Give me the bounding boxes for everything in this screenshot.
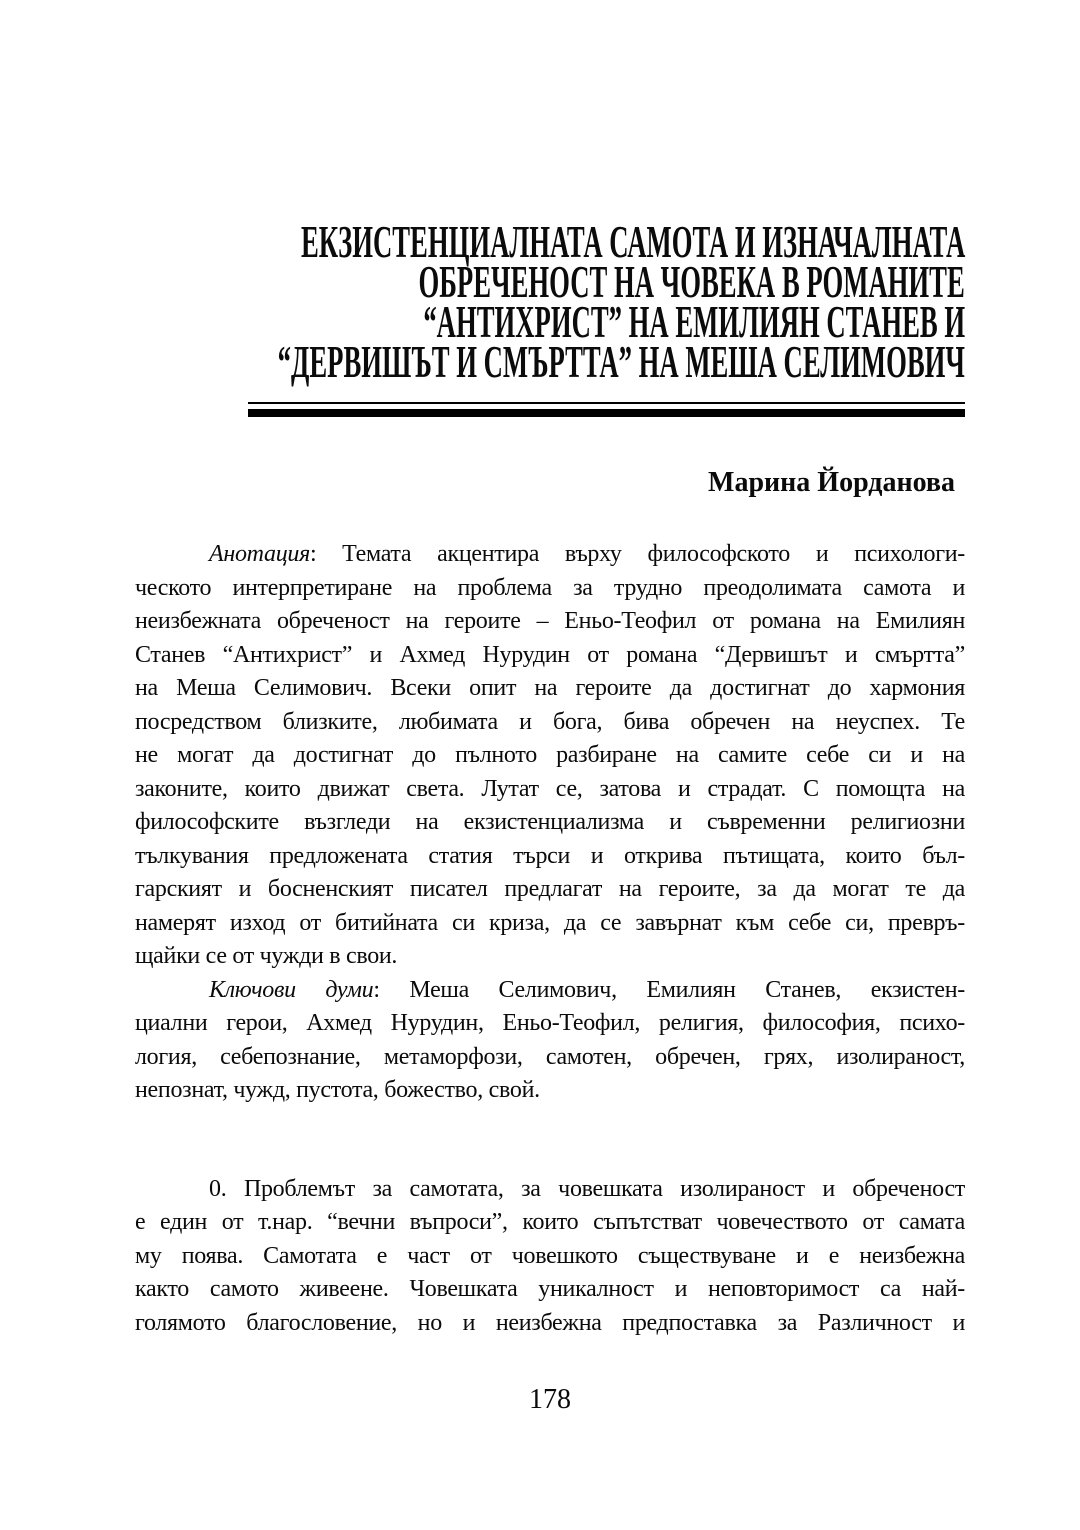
abstract-line: неизбежната обреченост на героите – Еньо-Теофил от романа на Емилиян <box>135 608 965 634</box>
abstract-label: Анотация <box>209 541 310 567</box>
title-rule-thick-line <box>248 409 965 417</box>
body-line: както самото живеене. Човешката уникалност и неповторимост са най- <box>135 1276 965 1302</box>
keywords-line: непознат, чужд, пустота, божество, свой. <box>135 1077 540 1103</box>
article-title <box>135 216 965 387</box>
abstract-line: на Меша Селимович. Всеки опит на героите да достигнат до хармония <box>135 675 965 701</box>
abstract-line: щайки се от чужди в свои. <box>135 943 398 969</box>
author-name: Марина Йорданова <box>708 467 955 498</box>
keywords-line-text: : Меша Селимович, Емилиян Станев, екзистен- <box>373 976 965 1003</box>
title-rule-thin-line <box>248 402 965 404</box>
title-line-text: ОБРЕЧЕНОСТ НА ЧОВЕКА В РОМАНИТЕ <box>418 256 965 307</box>
page-container <box>135 0 965 1417</box>
title-rule <box>248 402 965 417</box>
body-line: е един от т.нар. “вечни въпроси”, които съпътстват човечеството от самата <box>135 1209 965 1235</box>
title-line-text: “ДЕРВИШЪТ И СМЪРТТА” НА МЕША СЕЛИМОВИЧ <box>277 336 965 387</box>
title-line-text: ЕКЗИСТЕНЦИАЛНАТА САМОТА И ИЗНАЧАЛНАТА <box>300 216 965 267</box>
abstract-line: не могат да достигнат до пълното разбиране на самите себе си и на <box>135 742 965 768</box>
body-paragraph <box>135 1173 965 1341</box>
title-line <box>135 336 965 387</box>
page-number: 178 <box>529 1384 571 1415</box>
keywords-label: Ключови думи <box>209 976 374 1003</box>
keywords-paragraph <box>135 974 965 1108</box>
abstract-line: тълкувания предложената статия търси и открива пътищата, които бъл- <box>135 842 965 869</box>
abstract-line-text: : Темата акцентира върху философското и психологи- <box>309 541 965 567</box>
abstract-line: законите, които движат света. Лутат се, затова и страдат. С помощта на <box>135 775 965 802</box>
abstract-line <box>135 538 965 572</box>
abstract-line: ческото интерпретиране на проблема за трудно преодолимата самота и <box>135 574 965 601</box>
abstract-paragraph <box>135 538 965 974</box>
keywords-line <box>135 974 965 1008</box>
keywords-line: логия, себепознание, метаморфози, самотен, обречен, грях, изолираност, <box>135 1043 965 1070</box>
abstract-line: намерят изход от битийната си криза, да се завърнат към себе си, превръ- <box>135 909 965 936</box>
body-line: голямото благословение, но и неизбежна предпоставка за Различност и <box>135 1309 965 1336</box>
abstract-line: гарският и босненският писател предлагат на героите, за да могат те да <box>135 876 965 902</box>
title-line-text: “АНТИХРИСТ” НА ЕМИЛИЯН СТАНЕВ И <box>423 296 965 347</box>
body-line: му поява. Самотата е част от човешкото съществуване и е неизбежна <box>135 1242 965 1269</box>
abstract-line: Станев “Антихрист” и Ахмед Нурудин от романа “Дервишът и смъртта” <box>135 641 965 668</box>
abstract-line: философските възгледи на екзистенциализма и съвременни религиозни <box>135 809 965 835</box>
body-line: 0. Проблемът за самотата, за човешката изолираност и обреченост <box>209 1175 965 1202</box>
abstract-line: посредством близките, любимата и бога, бива обречен на неуспех. Те <box>135 708 965 735</box>
keywords-line: циални герои, Ахмед Нурудин, Еньо-Теофил, религия, философия, психо- <box>135 1010 965 1036</box>
